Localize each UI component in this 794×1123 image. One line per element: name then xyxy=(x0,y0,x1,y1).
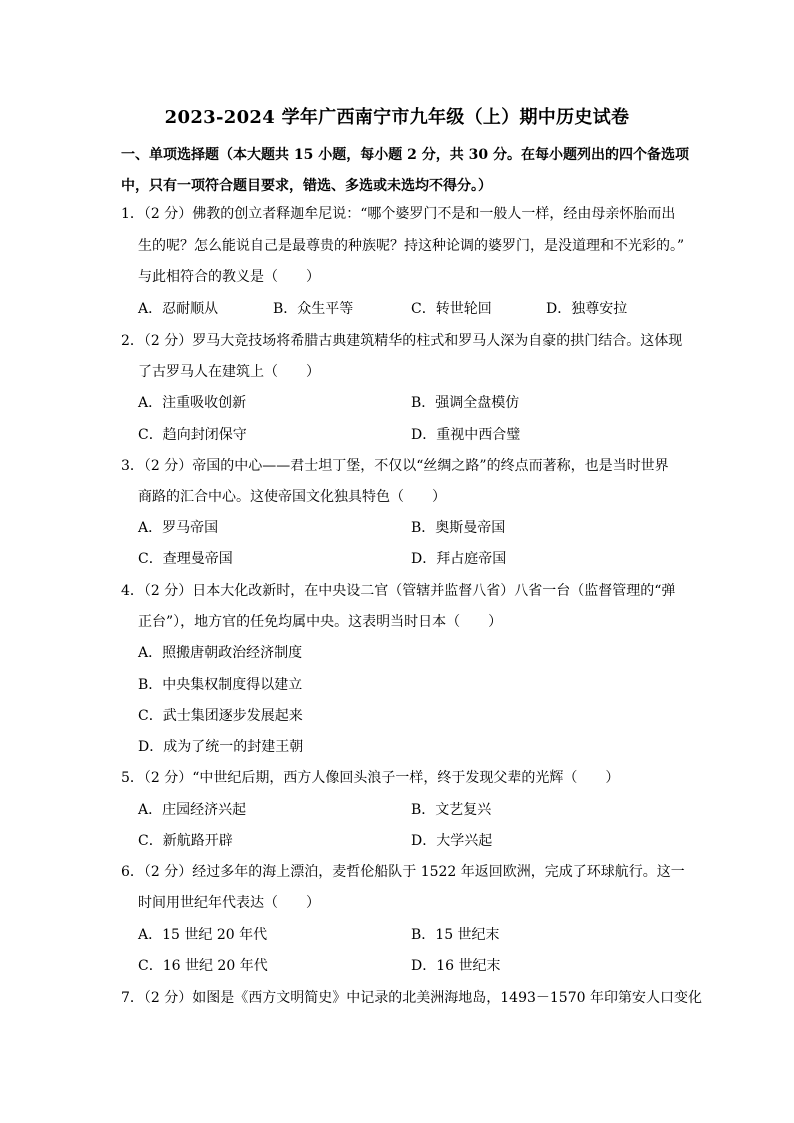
section-heading-line-2: 中，只有一项符合题目要求，错选、多选或未选均不得分。） xyxy=(121,178,492,194)
question-1-line-3: 与此相符合的教义是（ ） xyxy=(138,269,320,285)
question-4-option-d: D．成为了统一的封建王朝 xyxy=(138,739,304,755)
question-4-option-a: A．照搬唐朝政治经济制度 xyxy=(138,645,303,661)
question-3-option-b: B．奥斯曼帝国 xyxy=(411,520,506,536)
question-6-option-b: B．15 世纪末 xyxy=(411,927,500,943)
question-1-line-2: 生的呢？怎么能说自己是最尊贵的种族呢？持这种论调的婆罗门，是没道理和不光彩的。” xyxy=(138,238,685,254)
question-1-option-b: B．众生平等 xyxy=(273,301,354,317)
question-5-option-a: A．庄园经济兴起 xyxy=(138,802,247,818)
question-1-option-d: D．独尊安拉 xyxy=(546,301,628,317)
question-1-option-c: C．转世轮回 xyxy=(411,301,492,317)
question-6-option-d: D．16 世纪末 xyxy=(411,958,501,974)
question-4-option-b: B．中央集权制度得以建立 xyxy=(138,677,303,693)
page-title: 2023-2024 学年广西南宁市九年级（上）期中历史试卷 xyxy=(164,107,630,128)
question-6-option-c: C．16 世纪 20 年代 xyxy=(138,958,268,974)
question-3-line-2: 商路的汇合中心。这使帝国文化独具特色（ ） xyxy=(138,489,446,505)
question-4-option-c: C．武士集团逐步发展起来 xyxy=(138,708,303,724)
question-2-option-c: C．趋向封闭保守 xyxy=(138,427,247,443)
question-4-line-2: 正台”），地方官的任免均属中央。这表明当时日本（ ） xyxy=(138,614,503,630)
question-4-line-1: 4．（2 分）日本大化改新时，在中央设二官（管辖并监督八省）八省一台（监督管理的“弹 xyxy=(121,583,676,599)
question-5-line-1: 5．（2 分）“中世纪后期，西方人像回头浪子一样，终于发现父辈的光辉（ ） xyxy=(121,770,620,786)
question-5-option-d: D．大学兴起 xyxy=(411,833,493,849)
question-6-option-a: A．15 世纪 20 年代 xyxy=(138,927,268,943)
section-heading-line-1: 一、单项选择题（本大题共 15 小题，每小题 2 分，共 30 分。在每小题列出的四个备选项 xyxy=(121,147,689,163)
question-3-option-a: A．罗马帝国 xyxy=(138,520,219,536)
question-2-line-1: 2．（2 分）罗马大竞技场将希腊古典建筑精华的柱式和罗马人深为自豪的拱门结合。这体现 xyxy=(121,333,683,349)
question-6-line-1: 6．（2 分）经过多年的海上漂泊，麦哲伦船队于 1522 年返回欧洲，完成了环球航行。这一 xyxy=(121,864,685,880)
question-7-line-1: 7．（2 分）如图是《西方文明简史》中记录的北美洲海地岛，1493－1570 年印第安人口变化 xyxy=(121,990,702,1006)
question-5-option-c: C．新航路开辟 xyxy=(138,833,233,849)
question-3-option-c: C．查理曼帝国 xyxy=(138,551,233,567)
question-2-option-d: D．重视中西合璧 xyxy=(411,427,521,443)
question-2-line-2: 了古罗马人在建筑上（ ） xyxy=(138,364,320,380)
question-5-option-b: B．文艺复兴 xyxy=(411,802,492,818)
question-6-line-2: 时间用世纪年代表达（ ） xyxy=(138,895,320,911)
section-heading xyxy=(121,140,701,202)
question-3-option-d: D．拜占庭帝国 xyxy=(411,551,507,567)
question-2-option-a: A．注重吸收创新 xyxy=(138,395,247,411)
question-1-line-1: 1．（2 分）佛教的创立者释迦牟尼说：“哪个婆罗门不是和一般人一样，经由母亲怀胎而出 xyxy=(121,206,676,222)
question-1-option-a: A．忍耐顺从 xyxy=(138,301,219,317)
question-2-option-b: B．强调全盘模仿 xyxy=(411,395,520,411)
question-3-line-1: 3．（2 分）帝国的中心——君士坦丁堡，不仅以“丝绸之路”的终点而著称，也是当时世界 xyxy=(121,458,669,474)
